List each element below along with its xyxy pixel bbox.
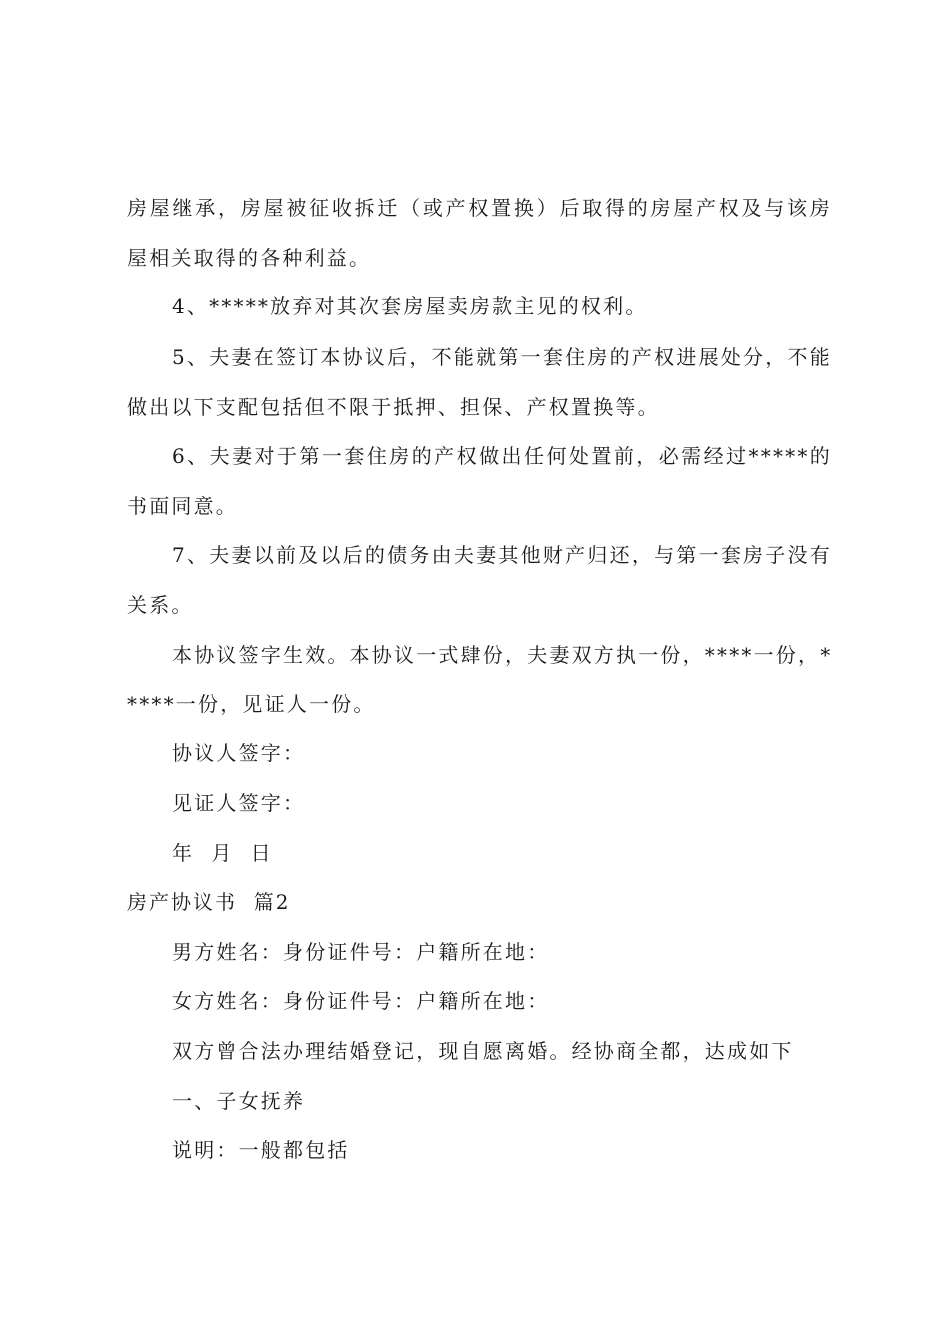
paragraph-line: 7、夫妻以前及以后的债务由夫妻其他财产归还，与第一套房子没有 — [172, 543, 832, 567]
paragraph-line: 双方曾合法办理结婚登记，现自愿离婚。经协商全都，达成如下 — [172, 1039, 794, 1063]
paragraph-line: 说明：一般都包括 — [172, 1138, 350, 1162]
paragraph-line: 男方姓名：身份证件号：户籍所在地： — [172, 940, 550, 964]
paragraph-line: 女方姓名：身份证件号：户籍所在地： — [172, 989, 550, 1013]
section-heading: 房产协议书 篇2 — [127, 890, 291, 914]
paragraph-line: 屋相关取得的各种利益。 — [127, 246, 372, 270]
paragraph-line: 6、夫妻对于第一套住房的产权做出任何处置前，必需经过*****的 — [172, 444, 832, 468]
paragraph-line: 5、夫妻在签订本协议后，不能就第一套住房的产权进展处分，不能 — [172, 345, 832, 369]
paragraph-line: 做出以下支配包括但不限于抵押、担保、产权置换等。 — [127, 395, 660, 419]
signature-label-witness: 见证人签字： — [172, 791, 306, 815]
paragraph-line: 书面同意。 — [127, 494, 238, 518]
date-line: 年 月 日 — [172, 841, 273, 865]
paragraph-line: ****一份，见证人一份。 — [127, 692, 376, 716]
paragraph-line: 关系。 — [127, 593, 194, 617]
paragraph-line: 本协议签字生效。本协议一式肆份，夫妻双方执一份，****一份，* — [172, 643, 833, 667]
paragraph-line: 房屋继承，房屋被征收拆迁（或产权置换）后取得的房屋产权及与该房 — [127, 196, 832, 220]
paragraph-line: 4、*****放弃对其次套房屋卖房款主见的权利。 — [172, 294, 648, 318]
signature-label-agreement: 协议人签字： — [172, 741, 306, 765]
subsection-heading: 一、子女抚养 — [172, 1089, 306, 1113]
